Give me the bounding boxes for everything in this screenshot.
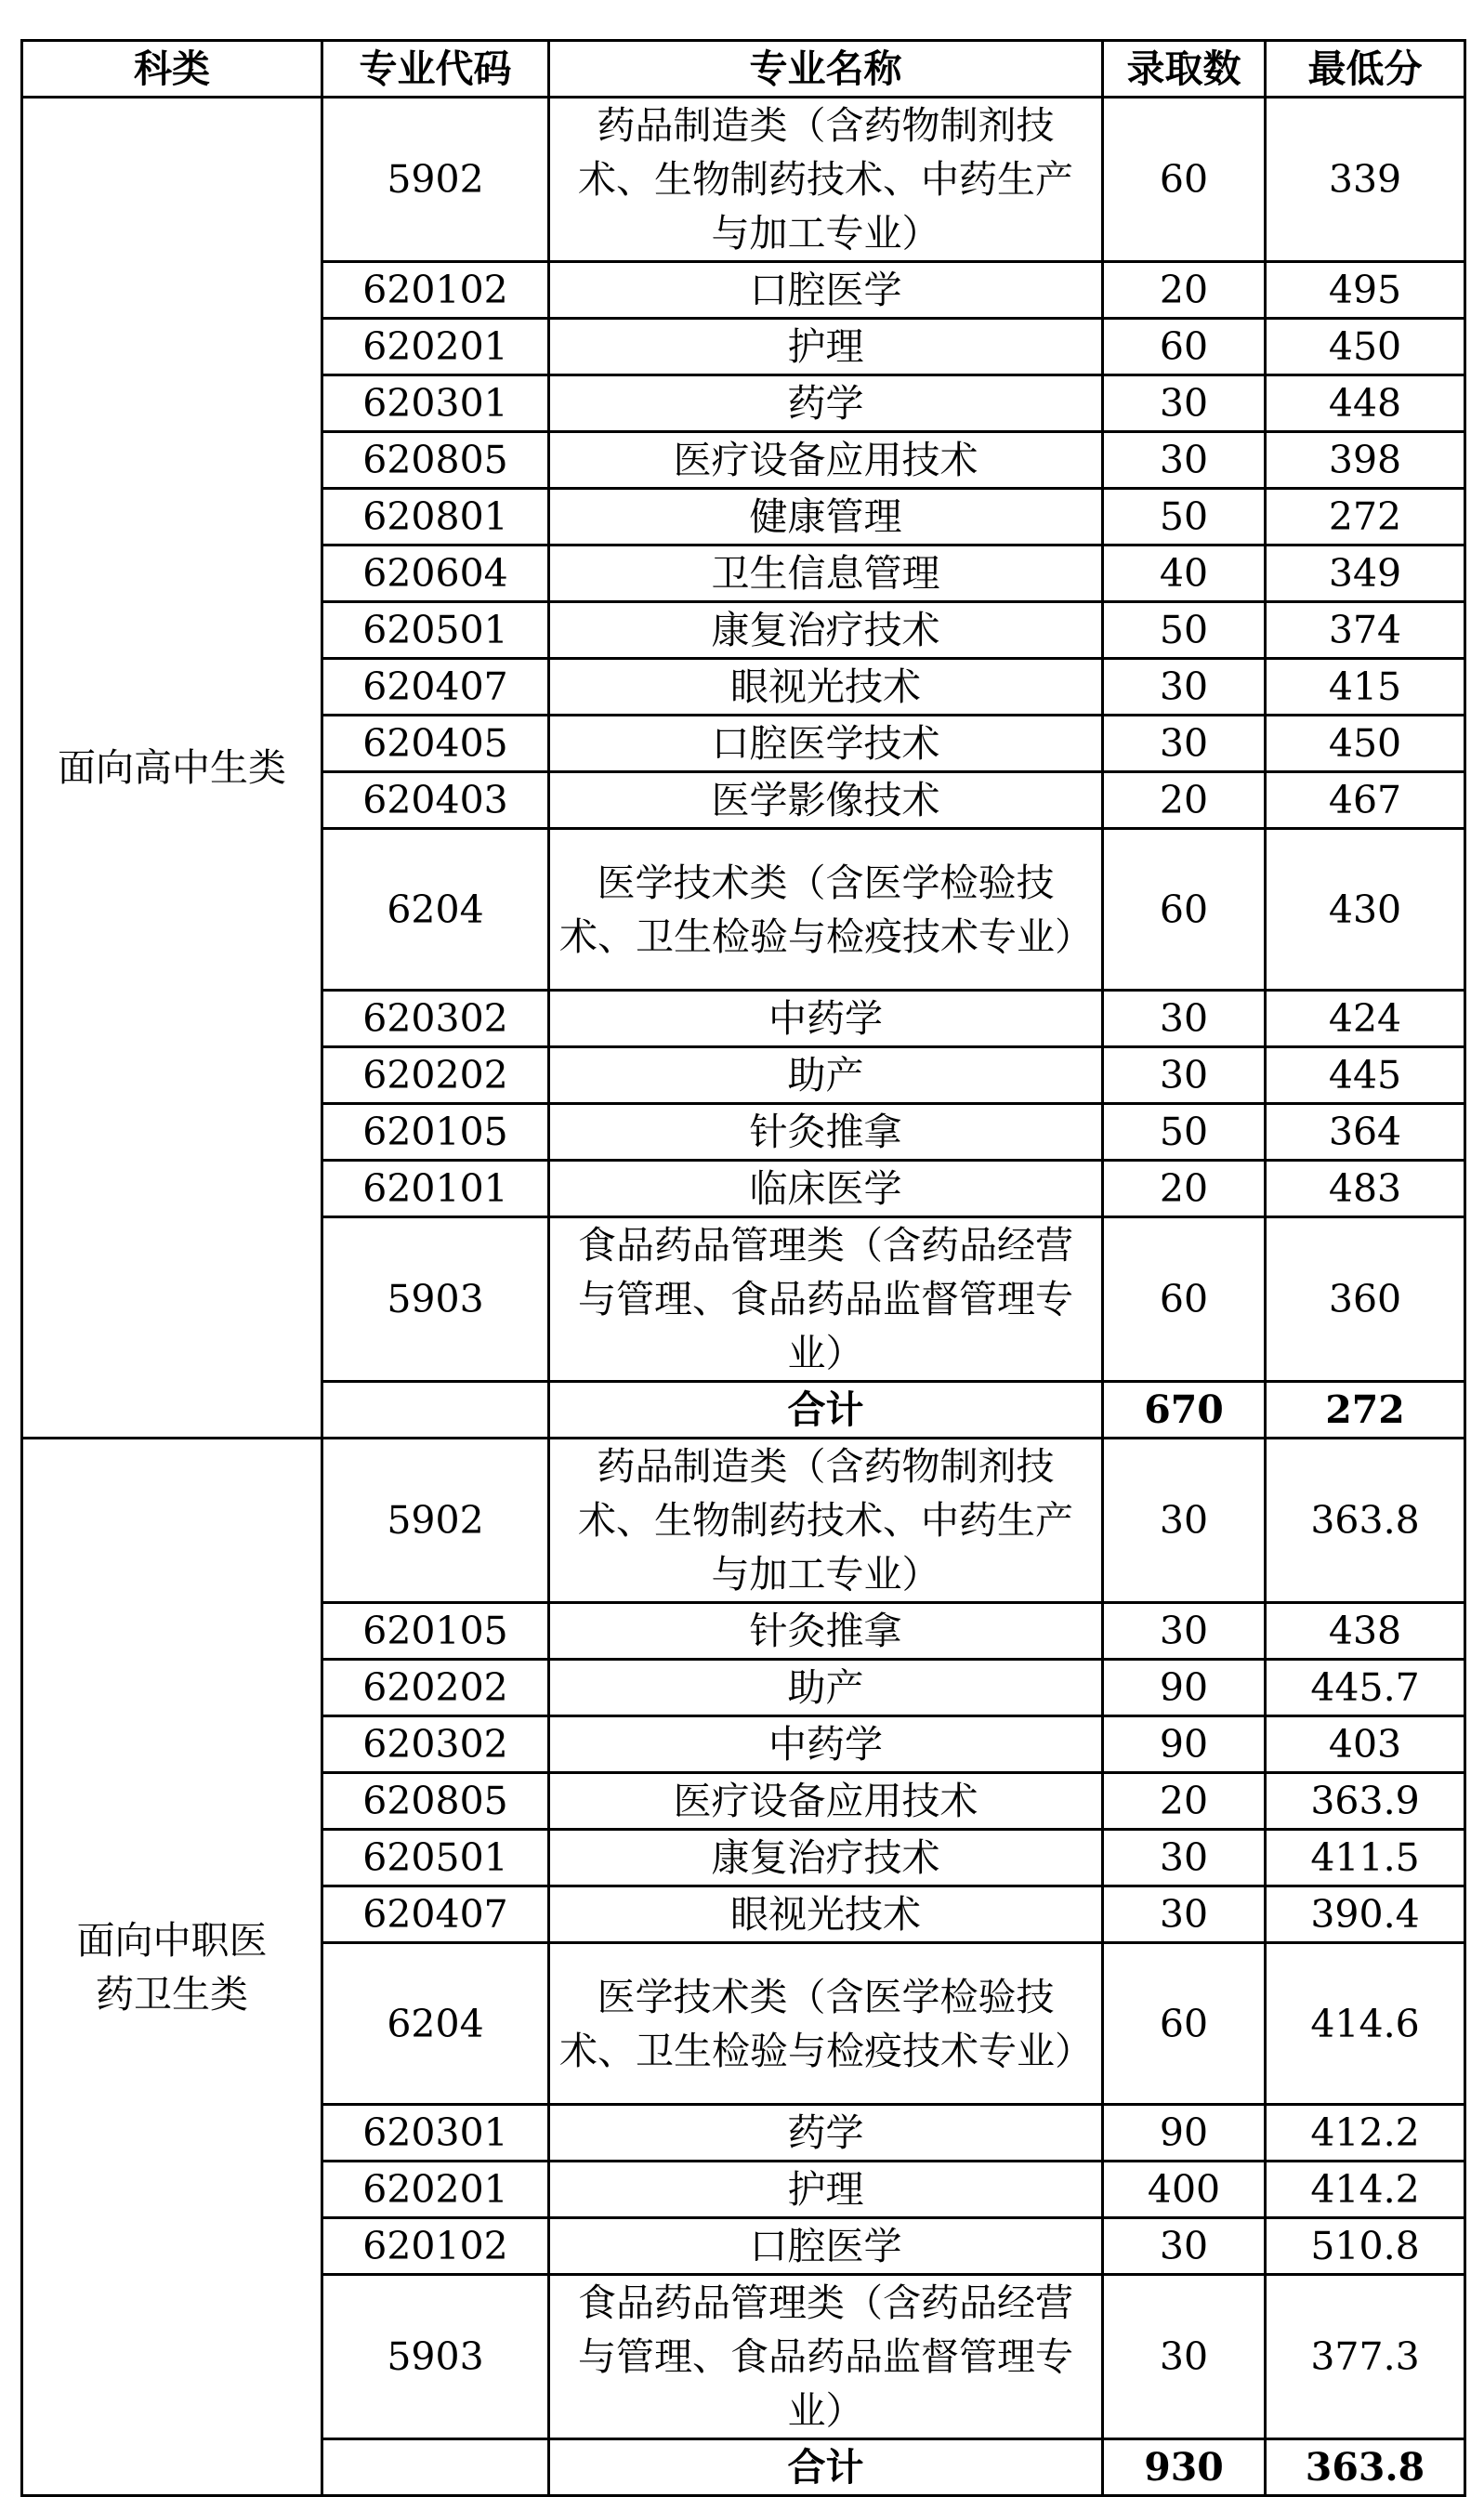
admitted-count-cell: 50 bbox=[1103, 489, 1266, 545]
code-cell: 6204 bbox=[322, 829, 549, 991]
code-cell: 620501 bbox=[322, 1830, 549, 1886]
code-cell: 6204 bbox=[322, 1943, 549, 2105]
admitted-count-cell: 20 bbox=[1103, 772, 1266, 829]
min-score-cell: 445.7 bbox=[1266, 1660, 1465, 1716]
major-name-cell: 针灸推拿 bbox=[549, 1104, 1103, 1161]
total-min-score-cell: 363.8 bbox=[1266, 2439, 1465, 2496]
code-cell: 5903 bbox=[322, 2275, 549, 2439]
header-code: 专业代码 bbox=[322, 41, 549, 98]
admitted-count-cell: 30 bbox=[1103, 716, 1266, 772]
admitted-count-cell: 30 bbox=[1103, 2218, 1266, 2275]
min-score-cell: 390.4 bbox=[1266, 1886, 1465, 1943]
min-score-cell: 403 bbox=[1266, 1716, 1465, 1773]
major-name-cell: 口腔医学 bbox=[549, 262, 1103, 319]
admitted-count-cell: 30 bbox=[1103, 1603, 1266, 1660]
major-name-cell: 药品制造类（含药物制剂技术、生物制药技术、中药生产与加工专业） bbox=[549, 1439, 1103, 1603]
admitted-count-cell: 30 bbox=[1103, 991, 1266, 1047]
code-cell: 620302 bbox=[322, 1716, 549, 1773]
category-cell: 面向高中生类 bbox=[22, 98, 322, 1439]
admitted-count-cell: 50 bbox=[1103, 1104, 1266, 1161]
code-cell: 620407 bbox=[322, 659, 549, 716]
admitted-count-cell: 400 bbox=[1103, 2162, 1266, 2218]
header-admitted: 录取数 bbox=[1103, 41, 1266, 98]
major-name-cell: 眼视光技术 bbox=[549, 1886, 1103, 1943]
min-score-cell: 415 bbox=[1266, 659, 1465, 716]
admitted-count-cell: 30 bbox=[1103, 375, 1266, 432]
min-score-cell: 360 bbox=[1266, 1217, 1465, 1382]
major-name-cell: 食品药品管理类（含药品经营与管理、食品药品监督管理专业） bbox=[549, 2275, 1103, 2439]
code-cell: 620105 bbox=[322, 1104, 549, 1161]
code-cell: 620202 bbox=[322, 1047, 549, 1104]
category-cell: 面向中职医药卫生类 bbox=[22, 1439, 322, 2496]
admitted-count-cell: 20 bbox=[1103, 1161, 1266, 1217]
major-name-cell: 护理 bbox=[549, 319, 1103, 375]
header-row bbox=[22, 41, 1465, 98]
header-name: 专业名称 bbox=[549, 41, 1103, 98]
min-score-cell: 448 bbox=[1266, 375, 1465, 432]
admitted-count-cell: 30 bbox=[1103, 1047, 1266, 1104]
major-name-cell: 医学技术类（含医学检验技术、卫生检验与检疫技术专业） bbox=[549, 1943, 1103, 2105]
major-name-cell: 助产 bbox=[549, 1047, 1103, 1104]
min-score-cell: 398 bbox=[1266, 432, 1465, 489]
major-name-cell: 中药学 bbox=[549, 991, 1103, 1047]
code-cell: 620805 bbox=[322, 432, 549, 489]
admitted-count-cell: 60 bbox=[1103, 1943, 1266, 2105]
admitted-count-cell: 60 bbox=[1103, 319, 1266, 375]
code-cell: 620805 bbox=[322, 1773, 549, 1830]
code-cell: 620105 bbox=[322, 1603, 549, 1660]
code-cell: 620403 bbox=[322, 772, 549, 829]
admitted-count-cell: 90 bbox=[1103, 1660, 1266, 1716]
min-score-cell: 430 bbox=[1266, 829, 1465, 991]
min-score-cell: 414.6 bbox=[1266, 1943, 1465, 2105]
admitted-count-cell: 30 bbox=[1103, 659, 1266, 716]
major-name-cell: 食品药品管理类（含药品经营与管理、食品药品监督管理专业） bbox=[549, 1217, 1103, 1382]
total-label-cell: 合计 bbox=[549, 1382, 1103, 1439]
admitted-count-cell: 90 bbox=[1103, 2105, 1266, 2162]
major-name-cell: 口腔医学 bbox=[549, 2218, 1103, 2275]
total-admitted-cell: 930 bbox=[1103, 2439, 1266, 2496]
code-cell: 620201 bbox=[322, 319, 549, 375]
min-score-cell: 364 bbox=[1266, 1104, 1465, 1161]
min-score-cell: 438 bbox=[1266, 1603, 1465, 1660]
code-cell: 620407 bbox=[322, 1886, 549, 1943]
admitted-count-cell: 30 bbox=[1103, 2275, 1266, 2439]
min-score-cell: 411.5 bbox=[1266, 1830, 1465, 1886]
major-name-cell: 药学 bbox=[549, 375, 1103, 432]
major-name-cell: 卫生信息管理 bbox=[549, 545, 1103, 602]
code-cell: 620501 bbox=[322, 602, 549, 659]
major-name-cell: 康复治疗技术 bbox=[549, 1830, 1103, 1886]
admitted-count-cell: 40 bbox=[1103, 545, 1266, 602]
code-cell: 620102 bbox=[322, 2218, 549, 2275]
admitted-count-cell: 60 bbox=[1103, 829, 1266, 991]
admitted-count-cell: 90 bbox=[1103, 1716, 1266, 1773]
code-cell: 620202 bbox=[322, 1660, 549, 1716]
code-cell: 5902 bbox=[322, 98, 549, 262]
admitted-count-cell: 30 bbox=[1103, 1886, 1266, 1943]
min-score-cell: 363.9 bbox=[1266, 1773, 1465, 1830]
admitted-count-cell: 50 bbox=[1103, 602, 1266, 659]
min-score-cell: 450 bbox=[1266, 319, 1465, 375]
min-score-cell: 349 bbox=[1266, 545, 1465, 602]
code-cell: 5903 bbox=[322, 1217, 549, 1382]
major-name-cell: 医疗设备应用技术 bbox=[549, 432, 1103, 489]
total-label-cell: 合计 bbox=[549, 2439, 1103, 2496]
code-cell: 5902 bbox=[322, 1439, 549, 1603]
major-name-cell: 中药学 bbox=[549, 1716, 1103, 1773]
total-admitted-cell: 670 bbox=[1103, 1382, 1266, 1439]
admitted-count-cell: 60 bbox=[1103, 1217, 1266, 1382]
min-score-cell: 483 bbox=[1266, 1161, 1465, 1217]
min-score-cell: 467 bbox=[1266, 772, 1465, 829]
min-score-cell: 363.8 bbox=[1266, 1439, 1465, 1603]
major-name-cell: 医疗设备应用技术 bbox=[549, 1773, 1103, 1830]
code-cell: 620102 bbox=[322, 262, 549, 319]
code-cell: 620302 bbox=[322, 991, 549, 1047]
total-code-cell bbox=[322, 2439, 549, 2496]
code-cell: 620301 bbox=[322, 2105, 549, 2162]
min-score-cell: 450 bbox=[1266, 716, 1465, 772]
major-name-cell: 针灸推拿 bbox=[549, 1603, 1103, 1660]
min-score-cell: 414.2 bbox=[1266, 2162, 1465, 2218]
admitted-count-cell: 30 bbox=[1103, 1439, 1266, 1603]
min-score-cell: 272 bbox=[1266, 489, 1465, 545]
min-score-cell: 495 bbox=[1266, 262, 1465, 319]
code-cell: 620405 bbox=[322, 716, 549, 772]
admission-table bbox=[20, 39, 1466, 2497]
admitted-count-cell: 20 bbox=[1103, 1773, 1266, 1830]
table-row bbox=[22, 1439, 1465, 1603]
min-score-cell: 374 bbox=[1266, 602, 1465, 659]
admitted-count-cell: 30 bbox=[1103, 432, 1266, 489]
header-min-score: 最低分 bbox=[1266, 41, 1465, 98]
major-name-cell: 助产 bbox=[549, 1660, 1103, 1716]
table-body bbox=[22, 98, 1465, 2496]
min-score-cell: 445 bbox=[1266, 1047, 1465, 1104]
table-row bbox=[22, 98, 1465, 262]
major-name-cell: 临床医学 bbox=[549, 1161, 1103, 1217]
major-name-cell: 健康管理 bbox=[549, 489, 1103, 545]
major-name-cell: 口腔医学技术 bbox=[549, 716, 1103, 772]
code-cell: 620201 bbox=[322, 2162, 549, 2218]
code-cell: 620801 bbox=[322, 489, 549, 545]
admitted-count-cell: 20 bbox=[1103, 262, 1266, 319]
code-cell: 620604 bbox=[322, 545, 549, 602]
code-cell: 620101 bbox=[322, 1161, 549, 1217]
major-name-cell: 康复治疗技术 bbox=[549, 602, 1103, 659]
major-name-cell: 医学影像技术 bbox=[549, 772, 1103, 829]
code-cell: 620301 bbox=[322, 375, 549, 432]
major-name-cell: 眼视光技术 bbox=[549, 659, 1103, 716]
total-code-cell bbox=[322, 1382, 549, 1439]
min-score-cell: 339 bbox=[1266, 98, 1465, 262]
header-category: 科类 bbox=[22, 41, 322, 98]
min-score-cell: 424 bbox=[1266, 991, 1465, 1047]
min-score-cell: 510.8 bbox=[1266, 2218, 1465, 2275]
min-score-cell: 412.2 bbox=[1266, 2105, 1465, 2162]
admitted-count-cell: 60 bbox=[1103, 98, 1266, 262]
min-score-cell: 377.3 bbox=[1266, 2275, 1465, 2439]
major-name-cell: 护理 bbox=[549, 2162, 1103, 2218]
major-name-cell: 药学 bbox=[549, 2105, 1103, 2162]
admitted-count-cell: 30 bbox=[1103, 1830, 1266, 1886]
major-name-cell: 医学技术类（含医学检验技术、卫生检验与检疫技术专业） bbox=[549, 829, 1103, 991]
major-name-cell: 药品制造类（含药物制剂技术、生物制药技术、中药生产与加工专业） bbox=[549, 98, 1103, 262]
total-min-score-cell: 272 bbox=[1266, 1382, 1465, 1439]
